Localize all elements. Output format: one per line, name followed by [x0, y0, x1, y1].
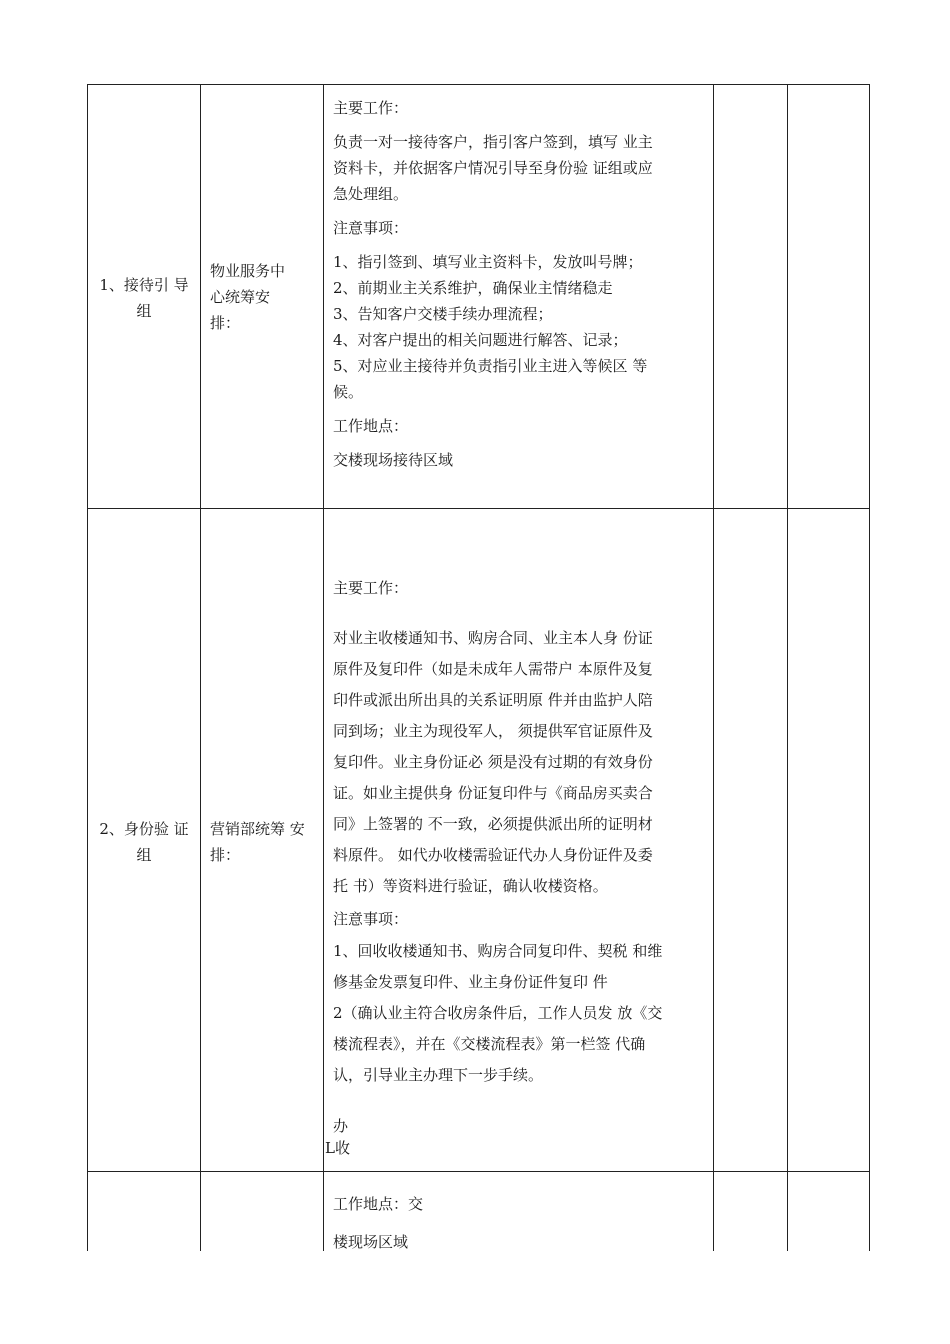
- row2-main-line: 同》上签署的 不一致，必须提供派出所的证明材: [333, 815, 653, 833]
- row1-main-text: [333, 129, 713, 207]
- row2-main-text: [333, 623, 713, 902]
- row1-notes-label: 注意事项：: [333, 219, 409, 237]
- row2-group-line2: 组: [136, 846, 152, 864]
- row1-main-line: 负责一对一接待客户，指引客户签到，填写 业主: [333, 133, 653, 151]
- table-top-border: [87, 84, 870, 85]
- row1-main-line: 急处理组。: [333, 185, 409, 203]
- row1-arrange-cell: [210, 258, 320, 336]
- row2-tail-text-1: 办: [333, 1117, 349, 1135]
- row1-note-item: 3、告知客户交楼手续办理流程；: [333, 305, 553, 323]
- row2-note-item: 1、回收收楼通知书、购房合同复印件、契税 和维: [333, 942, 663, 960]
- row1-note-item: 1、指引签到、填写业主资料卡，发放叫号牌；: [333, 253, 643, 271]
- row-divider-2: [87, 1171, 870, 1172]
- row1-place-label: 工作地点：: [333, 417, 409, 435]
- col-border-2: [323, 84, 324, 1251]
- row2-tail-text-2: L收: [325, 1139, 350, 1157]
- row1-content-cell: [333, 95, 713, 473]
- row2-note-item: 修基金发票复印件、业主身份证件复印 件: [333, 973, 608, 991]
- row2-main-line: 对业主收楼通知书、购房合同、业主本人身 份证: [333, 629, 653, 647]
- row2-main-line: 证。如业主提供身 份证复印件与《商品房买卖合: [333, 784, 653, 802]
- row2-main-line: 同到场；业主为现役军人， 须提供军官证原件及: [333, 722, 653, 740]
- row1-note-item: 4、对客户提出的相关问题进行解答、记录；: [333, 331, 628, 349]
- col-border-1: [200, 84, 201, 1251]
- row1-note-item: 2、前期业主关系维护，确保业主情绪稳走: [333, 279, 613, 297]
- row1-group-cell: [88, 272, 200, 324]
- row2-note-item: 认，引导业主办理下一步手续。: [333, 1066, 544, 1084]
- row1-notes-list: [333, 249, 713, 405]
- row2-main-line: 复印件。业主身份证必 须是没有过期的有效身份: [333, 753, 653, 771]
- row3-place-label: 工作地点：交: [333, 1195, 424, 1213]
- row1-note-item: 5、对应业主接待并负责指引业主进入等候区 等: [333, 357, 648, 375]
- row2-main-line: 托 书）等资料进行验证，确认收楼资格。: [333, 877, 608, 895]
- row1-group-line1: 1、接待引 导: [99, 276, 189, 294]
- row2-main-label: 主要工作：: [333, 579, 409, 597]
- row3-place: 楼现场区域: [333, 1233, 409, 1251]
- row2-arrange-line2: 排：: [210, 846, 241, 864]
- row1-group-line2: 组: [136, 302, 152, 320]
- row2-note-item: 2（确认业主符合收房条件后，工作人员发 放《交: [333, 1004, 663, 1022]
- row2-note-item: 楼流程表》，并在《交楼流程表》第一栏签 代确: [333, 1035, 646, 1053]
- row2-notes-list: [333, 936, 713, 1091]
- row2-main-line: 原件及复印件（如是未成年人需带户 本原件及复: [333, 660, 653, 678]
- row1-main-line: 资料卡，并依据客户情况引导至身份验 证组或应: [333, 159, 653, 177]
- col-border-left: [87, 84, 88, 1251]
- row2-group-line1: 2、身份验 证: [99, 820, 189, 838]
- row2-arrange-line1: 营销部统筹 安: [210, 820, 305, 838]
- col-border-3: [713, 84, 714, 1251]
- col-border-4: [787, 84, 788, 1251]
- col-border-right: [869, 84, 870, 1251]
- row2-main-line: 印件或派出所出具的关系证明原 件并由监护人陪: [333, 691, 653, 709]
- row2-group-cell: [88, 816, 200, 868]
- row1-arrange-line1: 物业服务中: [210, 262, 286, 280]
- row1-note-item: 候。: [333, 383, 364, 401]
- row2-notes-label: 注意事项：: [333, 910, 409, 928]
- row2-main-line: 料原件。 如代办收楼需验证代办人身份证件及委: [333, 846, 653, 864]
- row-divider-1: [87, 508, 870, 509]
- row2-arrange-cell: [210, 816, 322, 868]
- row1-main-label: 主要工作：: [333, 99, 409, 117]
- row1-arrange-line3: 排：: [210, 314, 241, 332]
- row2-content-cell: [333, 575, 713, 1091]
- row1-arrange-line2: 心统筹安: [210, 288, 271, 306]
- row3-content-cell: [333, 1191, 713, 1255]
- row1-place: 交楼现场接待区域: [333, 451, 454, 469]
